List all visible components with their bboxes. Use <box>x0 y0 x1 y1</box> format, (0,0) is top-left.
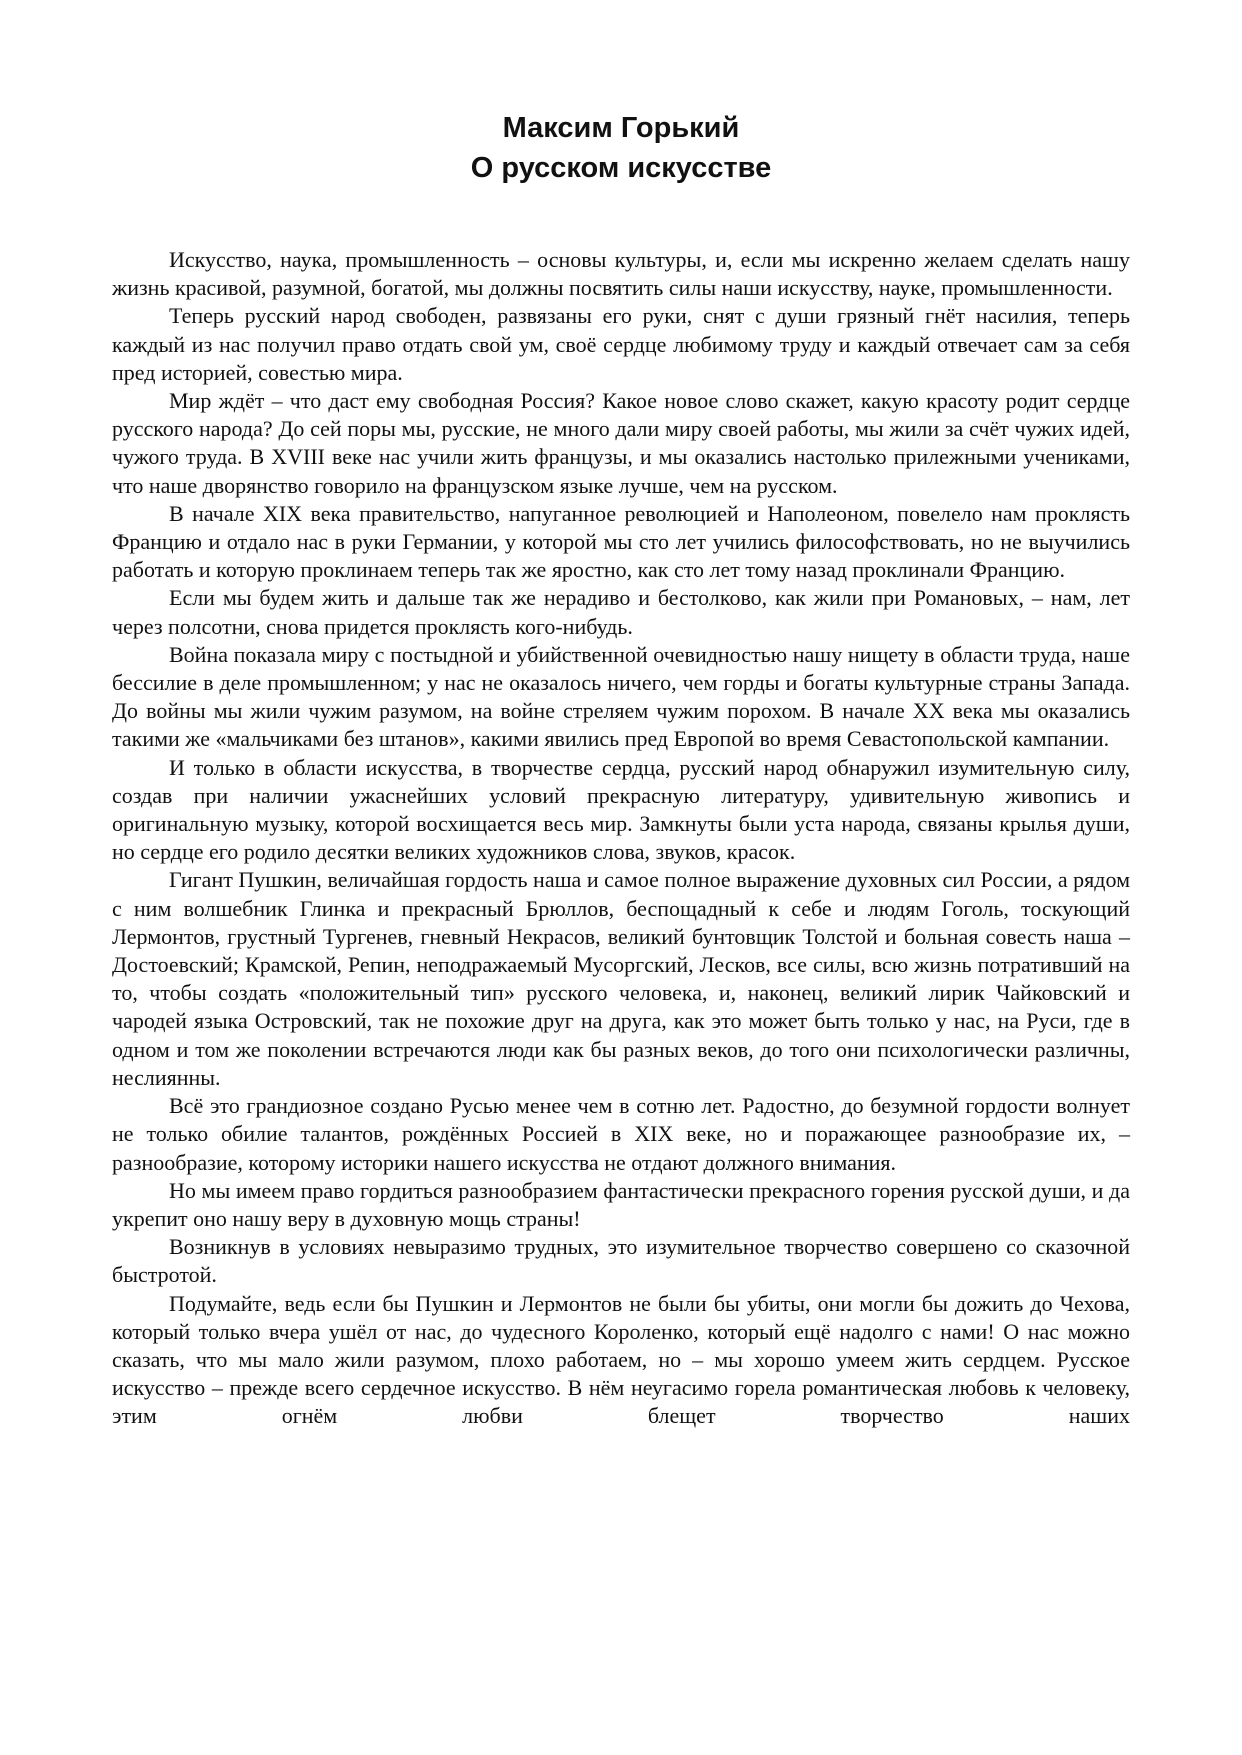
paragraph-4: В начале XIX века правительство, напуганное революцией и Наполеоном, повелело нам проклясть Францию и отдало нас в руки Германии, у которой мы сто лет учились философствовать, но не выучились работать и которую проклинаем теперь так же яростно, как сто лет тому назад проклинали Францию. <box>112 500 1130 583</box>
paragraph-2: Теперь русский народ свободен, развязаны его руки, снят с души грязный гнёт насилия, теперь каждый из нас получил право отдать свой ум, своё сердце любимому труду и каждый отвечает сам за себя пред историей, совестью мира. <box>112 303 1130 385</box>
paragraph-5: Если мы будем жить и дальше так же нерадиво и бестолково, как жили при Романовых, – нам, лет через полсотни, снова придется проклясть кого-нибудь. <box>112 585 1130 639</box>
paragraph-8: Гигант Пушкин, величайшая гордость наша и самое полное выражение духовных сил России, а рядом с ним волшебник Глинка и прекрасный Брюллов, беспощадный к себе и людям Гоголь, тоскующий Лермонтов, грустный Тургенев, гневный Некрасов, великий бунтовщик Толстой и больная совесть наша – Достоевский; Крамской, Репин, неподражаемый Мусоргский, Лесков, все силы, всю жизнь потративший на то, чтобы создать «положительный тип» русского человека, и, наконец, великий лирик Чайковский и чародей языка Островский, так не похожие друг на друга, как это может быть только у нас, на Руси, где в одном и том же поколении встречаются люди как бы разных веков, до того они психологически различны, неслиянны. <box>112 867 1130 1090</box>
paragraph-11: Возникнув в условиях невыразимо трудных, это изумительное творчество совершено со сказочной быстротой. <box>112 1234 1130 1288</box>
paragraph-6: Война показала миру с постыдной и убийственной очевидностью нашу нищету в области труда, наше бессилие в деле промышленном; у нас не оказалось ничего, чем горды и богаты культурные страны Запада. До войны мы жили чужим разумом, на войне стреляем чужим порохом. В начале XX века мы оказались такими же «мальчиками без штанов», какими явились пред Европой во время Севастопольской кампании. <box>112 641 1130 752</box>
paragraph-9: Всё это грандиозное создано Русью менее чем в сотню лет. Радостно, до безумной гордости волнует не только обилие талантов, рождённых Россией в XIX веке, но и поражающее разнообразие их, – разнообразие, которому историки нашего искусства не отдают должного внимания. <box>112 1093 1130 1175</box>
document-title: О русском искусстве <box>470 152 772 184</box>
paragraph-7: И только в области искусства, в творчестве сердца, русский народ обнаружил изумительную силу, создав при наличии ужаснейших условий прекрасную литературу, удивительную живопись и оригинальную музыку, которой восхищается весь мир. Замкнуты были уста народа, связаны крылья души, но сердце его родило десятки великих художников слова, звуков, красок. <box>112 754 1130 865</box>
title-block <box>0 108 1242 188</box>
body-text <box>112 246 1130 1431</box>
paragraph-3: Мир ждёт – что даст ему свободная Россия? Какое новое слово скажет, какую красоту родит сердце русского народа? До сей поры мы, русские, не много дали миру своей работы, мы жили за счёт чужих идей, чужого труда. В XVIII веке нас учили жить французы, и мы оказались настолько прилежными учениками, что наше дворянство говорило на французском языке лучше, чем на русском. <box>112 388 1130 498</box>
paragraph-10: Но мы имеем право гордиться разнообразием фантастически прекрасного горения русской души, и да укрепит оно нашу веру в духовную мощь страны! <box>112 1177 1130 1231</box>
paragraph-1: Искусство, наука, промышленность – основы культуры, и, если мы искренно желаем сделать нашу жизнь красивой, разумной, богатой, мы должны посвятить силы наши искусству, науке, промышленности. <box>112 247 1130 301</box>
paragraph-12: Подумайте, ведь если бы Пушкин и Лермонтов не были бы убиты, они могли бы дожить до Чехова, который только вчера ушёл от нас, до чудесного Короленко, который ещё надолго с нами! О нас можно сказать, что мы мало жили разумом, плохо работаем, но – мы хорошо умеем жить сердцем. Русское искусство – прежде всего сердечное искусство. В нём неугасимо горела романтическая любовь к человеку, этим огнём любви блещет творчество наших <box>112 1290 1130 1429</box>
author-name: Максим Горький <box>502 112 740 144</box>
